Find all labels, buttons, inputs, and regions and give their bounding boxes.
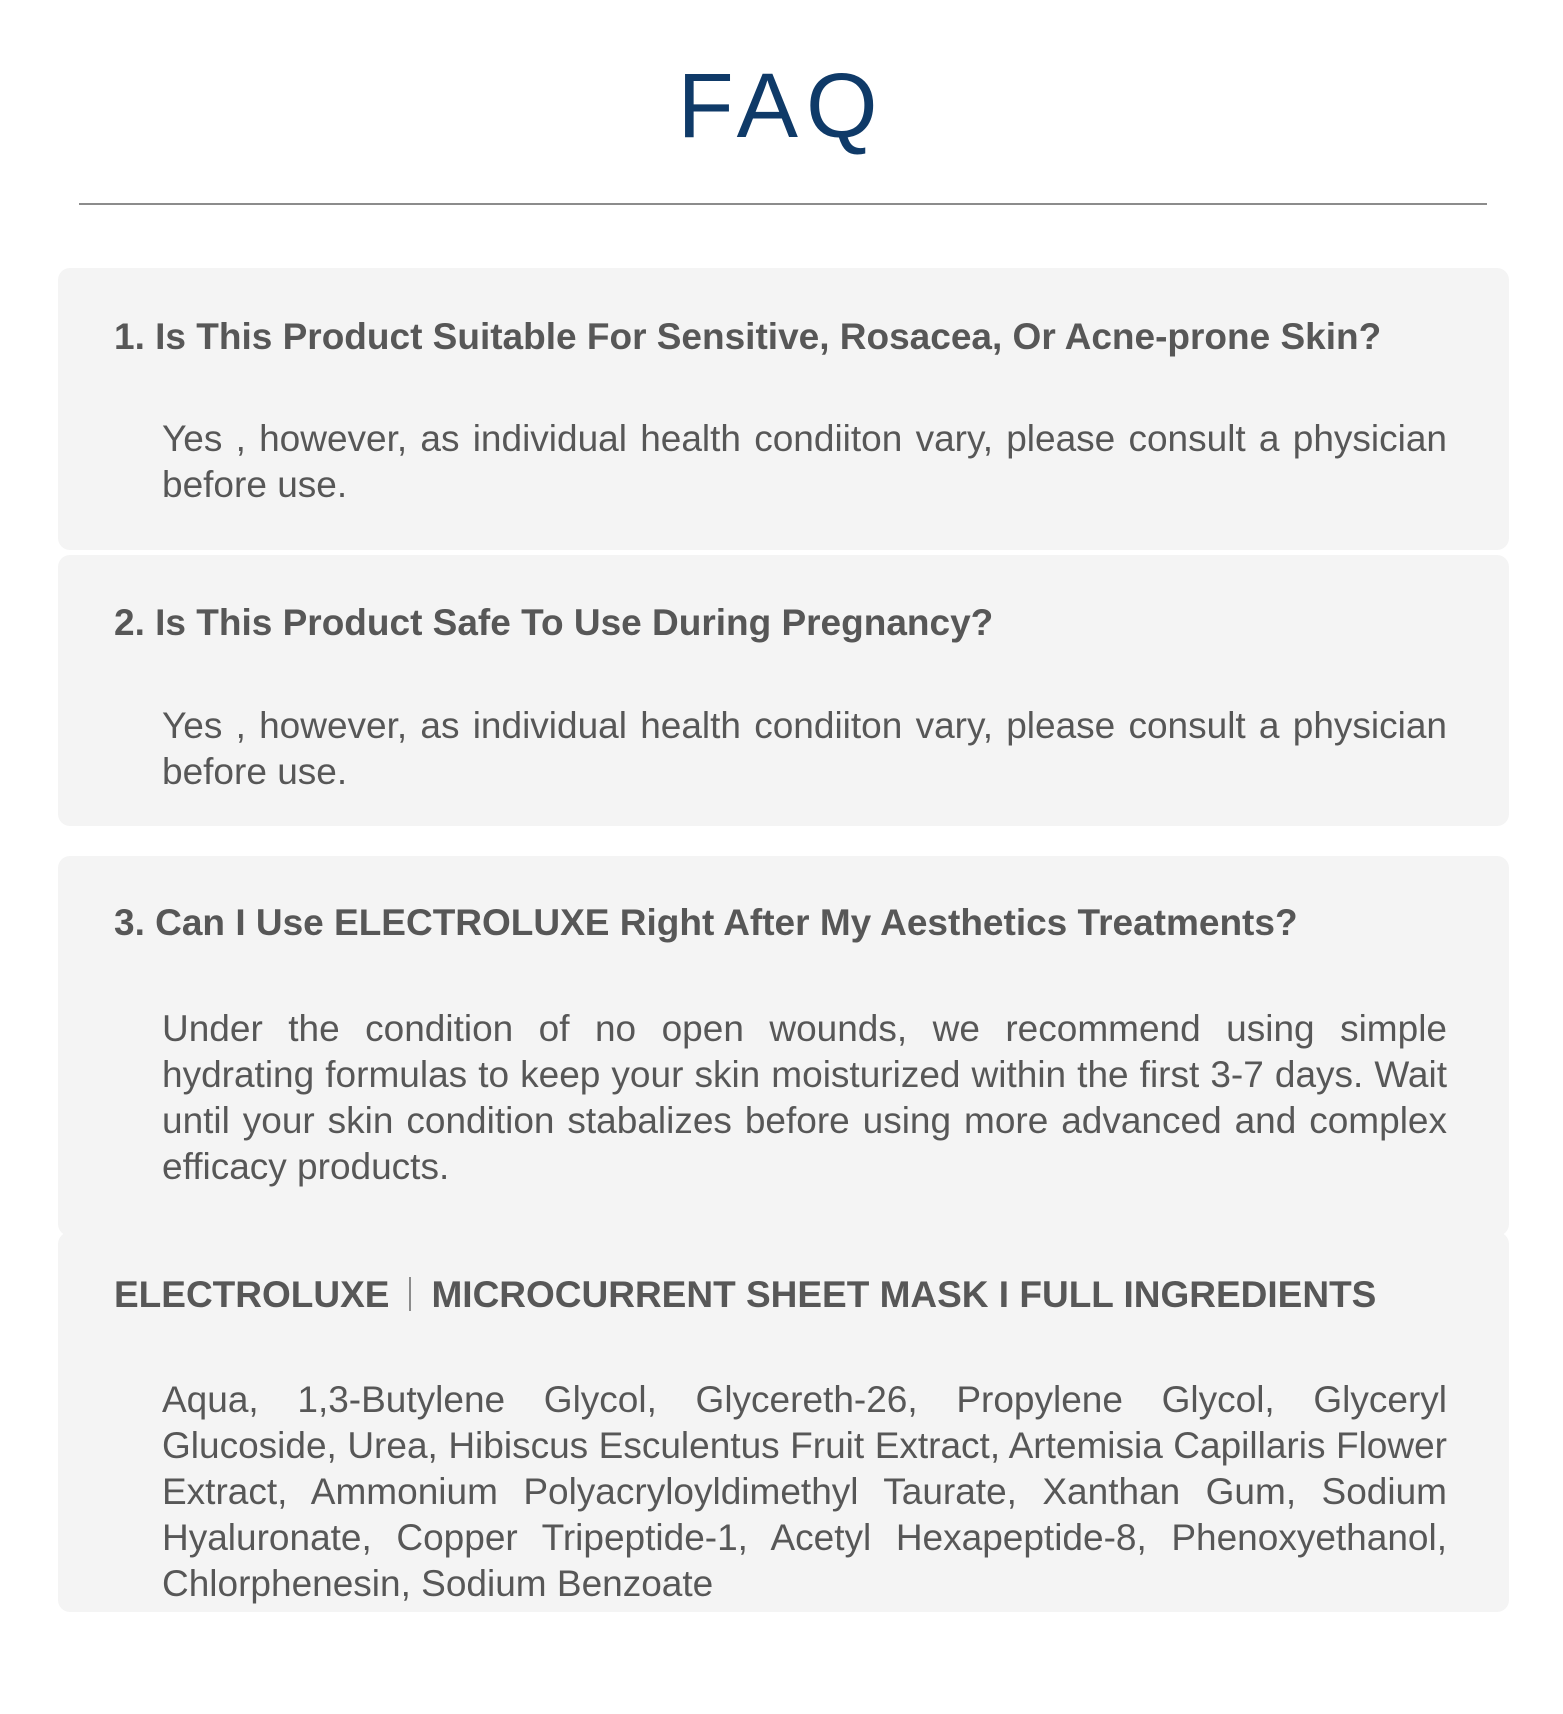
heading-separator (409, 1277, 411, 1311)
faq-answer: Yes , however, as individual health condiiton vary, please consult a physician before use. (162, 705, 1447, 792)
faq-question: 2. Is This Product Safe To Use During Pregnancy? (114, 602, 994, 643)
ingredients-list: Aqua, 1,3-Butylene Glycol, Glycereth-26, Propylene Glycol, Glyceryl Glucoside, Urea, Hibiscus Esculentus Fruit Extract, Artemisia Capillaris Flower Extract, Ammonium Polyacryloyldimethyl Taurate, Xanthan Gum, Sodium Hyaluronate, Copper Tripeptide-1, Acetyl Hexapeptide-8, Phenoxyethanol, Chlorphenesin, Sodium Benzoate (162, 1379, 1447, 1604)
faq-item-after-treatments (58, 856, 1509, 1236)
brand-name: ELECTROLUXE (114, 1274, 390, 1315)
faq-question: 3. Can I Use ELECTROLUXE Right After My Aesthetics Treatments? (114, 902, 1298, 943)
faq-question: 1. Is This Product Suitable For Sensitive, Rosacea, Or Acne-prone Skin? (114, 316, 1382, 357)
ingredients-heading (114, 1273, 1453, 1317)
ingredients-title: MICROCURRENT SHEET MASK I FULL INGREDIENTS (431, 1274, 1377, 1315)
faq-answer: Yes , however, as individual health condiiton vary, please consult a physician before use. (162, 418, 1447, 505)
faq-answer: Under the condition of no open wounds, we recommend using simple hydrating formulas to keep your skin moisturized within the first 3-7 days. Wait until your skin condition stabalizes before using more advanced and complex efficacy products. (162, 1008, 1447, 1187)
title-divider (79, 203, 1487, 205)
ingredients-section (58, 1232, 1509, 1612)
faq-item-pregnancy (58, 555, 1509, 826)
faq-item-sensitive-skin (58, 268, 1509, 550)
page-title: FAQ (677, 55, 886, 157)
